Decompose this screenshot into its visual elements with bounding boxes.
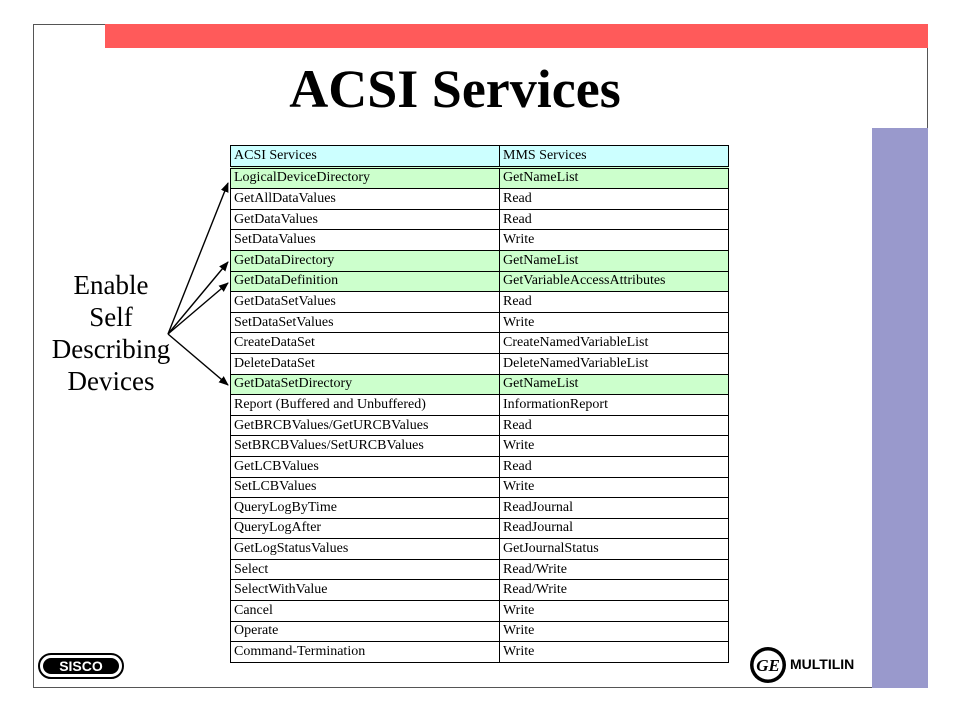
table-row bbox=[231, 642, 729, 663]
header-acsi: ACSI Services bbox=[231, 146, 500, 168]
acsi-service-cell: QueryLogByTime bbox=[231, 498, 500, 519]
sisco-logo-text: SISCO bbox=[59, 658, 103, 674]
table-row bbox=[231, 580, 729, 601]
acsi-service-cell: CreateDataSet bbox=[231, 333, 500, 354]
mms-service-cell: Write bbox=[500, 436, 729, 457]
arrow-to-logicaldevicedirectory bbox=[168, 183, 228, 334]
mms-service-cell: CreateNamedVariableList bbox=[500, 333, 729, 354]
acsi-service-cell: LogicalDeviceDirectory bbox=[231, 167, 500, 189]
mms-service-cell: Read/Write bbox=[500, 559, 729, 580]
table-row bbox=[231, 167, 729, 189]
mms-service-cell: GetNameList bbox=[500, 374, 729, 395]
ge-logo-icon bbox=[749, 646, 787, 684]
acsi-service-cell: SetDataValues bbox=[231, 230, 500, 251]
acsi-service-cell: Report (Buffered and Unbuffered) bbox=[231, 395, 500, 416]
table-body bbox=[231, 167, 729, 662]
header-mms: MMS Services bbox=[500, 146, 729, 168]
acsi-service-cell: Operate bbox=[231, 621, 500, 642]
mms-service-cell: Write bbox=[500, 312, 729, 333]
multilin-wordmark: MULTILIN bbox=[790, 656, 855, 672]
table-row bbox=[231, 374, 729, 395]
mms-service-cell: Read bbox=[500, 415, 729, 436]
mms-service-cell: Read bbox=[500, 456, 729, 477]
table-row bbox=[231, 621, 729, 642]
arrow-to-getdatasetdirectory bbox=[168, 334, 228, 385]
acsi-service-cell: GetDataValues bbox=[231, 209, 500, 230]
acsi-service-cell: QueryLogAfter bbox=[231, 518, 500, 539]
side-label-line: Self bbox=[89, 301, 133, 332]
mms-service-cell: Write bbox=[500, 230, 729, 251]
table-row bbox=[231, 230, 729, 251]
table-row bbox=[231, 312, 729, 333]
mms-service-cell: GetJournalStatus bbox=[500, 539, 729, 560]
mms-service-cell: InformationReport bbox=[500, 395, 729, 416]
mms-service-cell: Read bbox=[500, 189, 729, 210]
acsi-service-cell: GetDataSetDirectory bbox=[231, 374, 500, 395]
acsi-service-cell: Command-Termination bbox=[231, 642, 500, 663]
ge-logo-text: GE bbox=[756, 656, 780, 675]
mms-service-cell: Read bbox=[500, 292, 729, 313]
mms-service-cell: GetVariableAccessAttributes bbox=[500, 271, 729, 292]
acsi-service-cell: Cancel bbox=[231, 601, 500, 622]
table-header-row bbox=[231, 146, 729, 168]
sisco-logo bbox=[38, 653, 124, 679]
table-row bbox=[231, 333, 729, 354]
arrow-to-getdatadefinition bbox=[168, 283, 228, 334]
acsi-service-cell: GetLCBValues bbox=[231, 456, 500, 477]
mms-service-cell: Read/Write bbox=[500, 580, 729, 601]
table-row bbox=[231, 559, 729, 580]
acsi-service-cell: Select bbox=[231, 559, 500, 580]
acsi-service-cell: SetDataSetValues bbox=[231, 312, 500, 333]
table-row bbox=[231, 518, 729, 539]
mms-service-cell: DeleteNamedVariableList bbox=[500, 353, 729, 374]
side-label-line: Devices bbox=[67, 365, 155, 396]
table-row bbox=[231, 395, 729, 416]
table-row bbox=[231, 498, 729, 519]
acsi-service-cell: GetLogStatusValues bbox=[231, 539, 500, 560]
arrow-to-getdatadirectory bbox=[168, 262, 228, 334]
table-row bbox=[231, 477, 729, 498]
acsi-service-cell: DeleteDataSet bbox=[231, 353, 500, 374]
mms-service-cell: Write bbox=[500, 601, 729, 622]
services-table bbox=[230, 145, 729, 663]
table-row bbox=[231, 292, 729, 313]
acsi-service-cell: SetLCBValues bbox=[231, 477, 500, 498]
acsi-service-cell: SelectWithValue bbox=[231, 580, 500, 601]
mms-service-cell: GetNameList bbox=[500, 250, 729, 271]
mms-service-cell: ReadJournal bbox=[500, 498, 729, 519]
table-row bbox=[231, 436, 729, 457]
slide-title: ACSI Services bbox=[289, 59, 621, 119]
table-row bbox=[231, 601, 729, 622]
table-row bbox=[231, 271, 729, 292]
mms-service-cell: Write bbox=[500, 642, 729, 663]
table-row bbox=[231, 415, 729, 436]
acsi-service-cell: GetAllDataValues bbox=[231, 189, 500, 210]
acsi-service-cell: SetBRCBValues/SetURCBValues bbox=[231, 436, 500, 457]
mms-service-cell: Read bbox=[500, 209, 729, 230]
table-row bbox=[231, 456, 729, 477]
acsi-service-cell: GetDataSetValues bbox=[231, 292, 500, 313]
side-label-line: Describing bbox=[51, 333, 171, 364]
mms-service-cell: Write bbox=[500, 477, 729, 498]
table-row bbox=[231, 353, 729, 374]
acsi-service-cell: GetDataDirectory bbox=[231, 250, 500, 271]
acsi-service-cell: GetBRCBValues/GetURCBValues bbox=[231, 415, 500, 436]
table-row bbox=[231, 209, 729, 230]
table-row bbox=[231, 189, 729, 210]
mms-service-cell: ReadJournal bbox=[500, 518, 729, 539]
acsi-service-cell: GetDataDefinition bbox=[231, 271, 500, 292]
side-label-line: Enable bbox=[73, 270, 149, 300]
mms-service-cell: GetNameList bbox=[500, 167, 729, 189]
mms-service-cell: Write bbox=[500, 621, 729, 642]
table-row bbox=[231, 250, 729, 271]
table-row bbox=[231, 539, 729, 560]
